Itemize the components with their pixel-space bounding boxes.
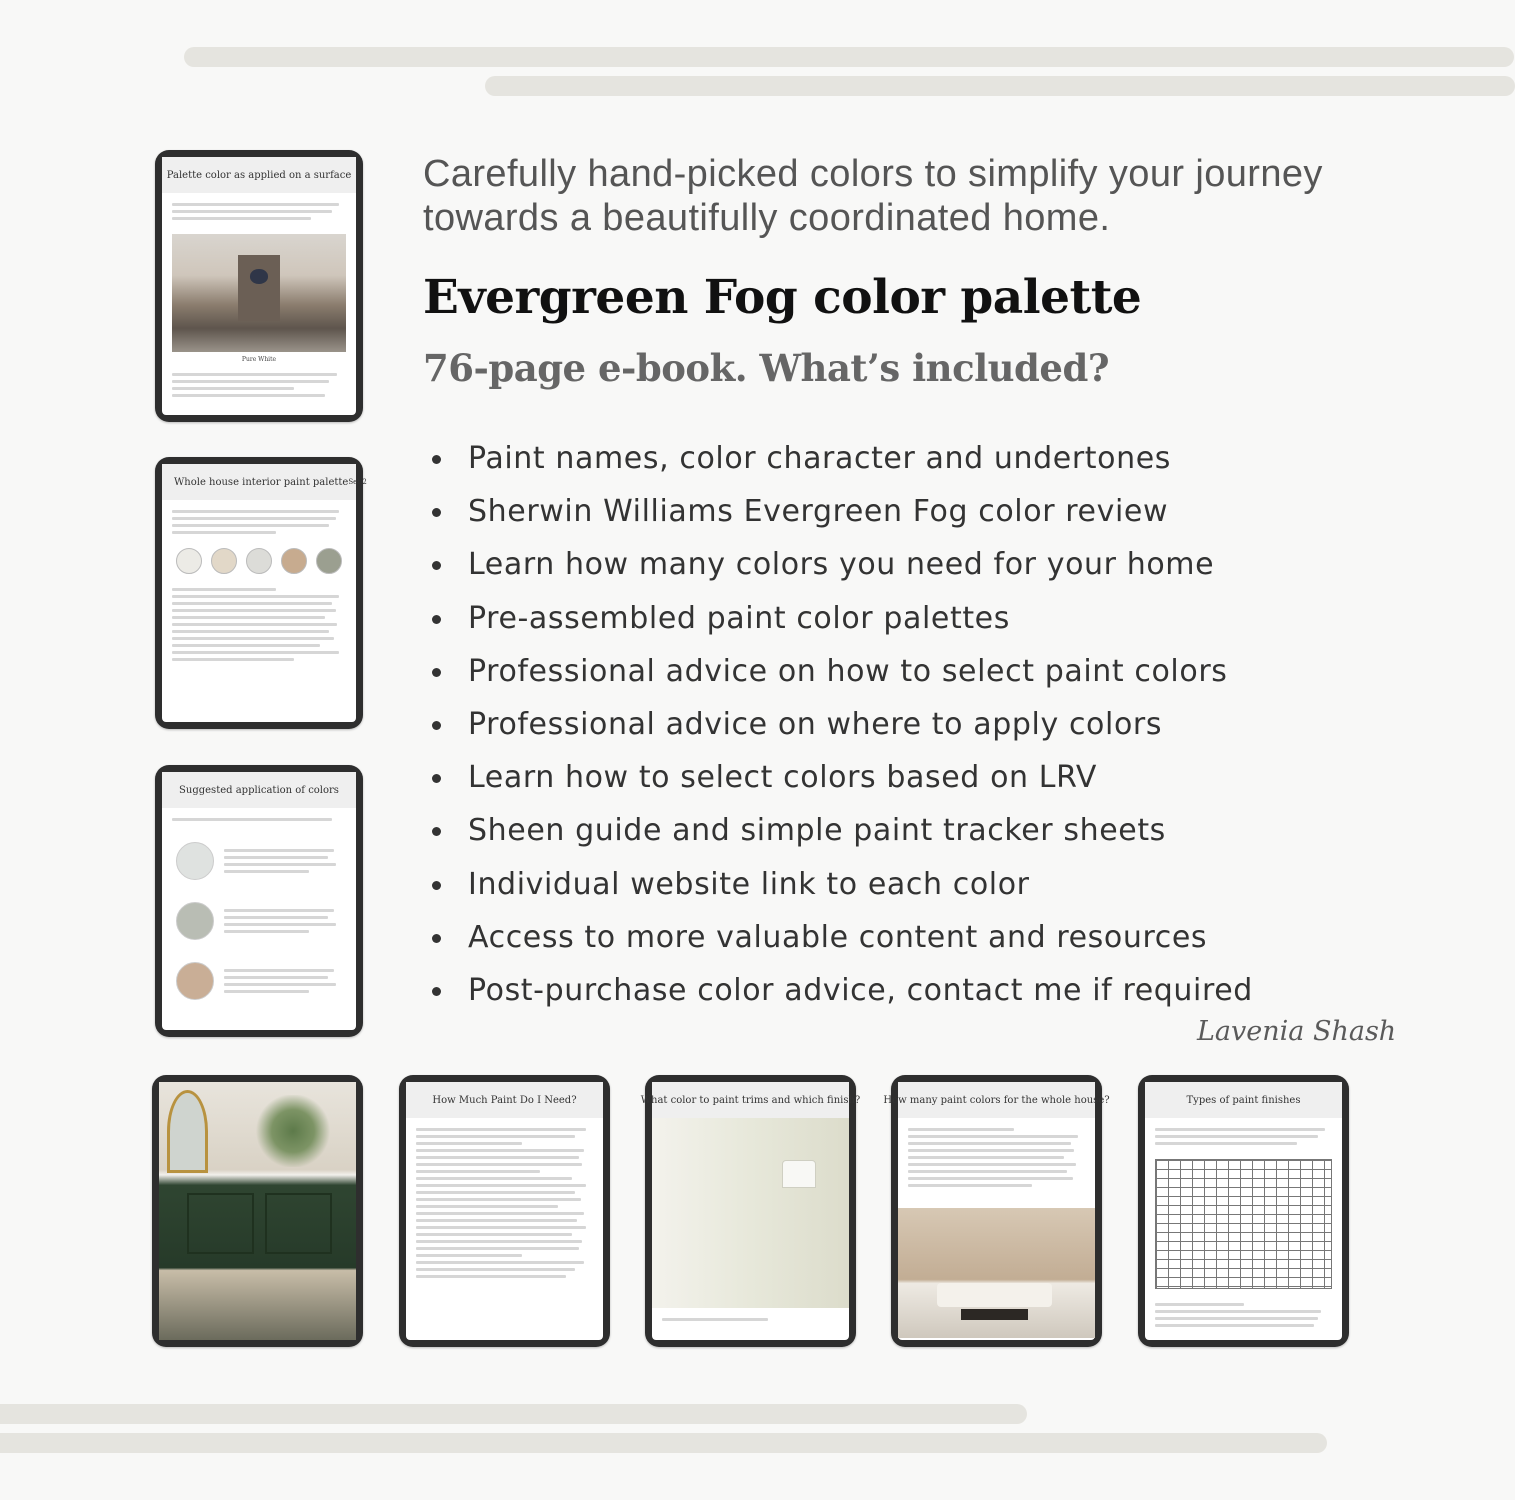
application-row bbox=[162, 891, 356, 951]
feature-item bbox=[430, 968, 1253, 1021]
text-lines bbox=[162, 500, 356, 544]
bullet-icon bbox=[432, 508, 441, 517]
feature-item bbox=[430, 436, 1253, 489]
application-row bbox=[162, 951, 356, 1011]
feature-text: Professional advice on how to select paint colors bbox=[468, 653, 1228, 689]
preview-caption: Pure White bbox=[241, 356, 277, 363]
preview-heading: Suggested application of colors bbox=[162, 772, 356, 808]
tablet-preview-vanity bbox=[152, 1075, 363, 1347]
bullet-icon bbox=[432, 774, 441, 783]
bullet-icon bbox=[432, 668, 441, 677]
feature-text: Professional advice on where to apply colors bbox=[468, 706, 1163, 742]
bullet-icon bbox=[432, 987, 441, 996]
feature-item bbox=[430, 808, 1253, 861]
signature: Lavenia Shash bbox=[1197, 1016, 1397, 1047]
bottom-bar-1 bbox=[0, 1404, 1027, 1424]
preview-heading: What color to paint trims and which finish? bbox=[652, 1082, 849, 1118]
feature-item bbox=[430, 702, 1253, 755]
bullet-icon bbox=[432, 827, 441, 836]
top-bar-2 bbox=[485, 76, 1515, 96]
preview-heading: Palette color as applied on a surface bbox=[162, 157, 356, 193]
tablet-screen bbox=[883, 1082, 1110, 1340]
feature-text: Learn how many colors you need for your home bbox=[468, 547, 1215, 583]
color-swatch bbox=[211, 548, 237, 574]
bullet-icon bbox=[432, 934, 441, 943]
swatch-row bbox=[162, 544, 356, 578]
tablet-screen bbox=[162, 772, 356, 1030]
page-subtitle: 76-page e-book. What’s included? bbox=[423, 346, 1110, 390]
feature-item bbox=[430, 596, 1253, 649]
tablet-preview-application bbox=[155, 765, 363, 1037]
bullet-icon bbox=[432, 721, 441, 730]
tablet-preview-whole-house bbox=[155, 457, 367, 729]
page-title: Evergreen Fog color palette bbox=[423, 270, 1142, 325]
feature-text: Learn how to select colors based on LRV bbox=[468, 760, 1098, 796]
living-room-photo bbox=[898, 1208, 1095, 1338]
finish-table bbox=[1155, 1159, 1332, 1289]
feature-item bbox=[430, 649, 1253, 702]
text-lines bbox=[162, 808, 356, 831]
feature-text: Sheen guide and simple paint tracker sheets bbox=[468, 813, 1166, 849]
bullet-icon bbox=[432, 455, 441, 464]
color-swatch bbox=[176, 842, 214, 880]
feature-text: Sherwin Williams Evergreen Fog color review bbox=[468, 494, 1169, 530]
tablet-screen bbox=[1145, 1082, 1342, 1340]
preview-heading: Types of paint finishes bbox=[1145, 1082, 1342, 1118]
bottom-bar-2 bbox=[0, 1433, 1327, 1453]
feature-item bbox=[430, 755, 1253, 808]
text-lines bbox=[162, 363, 356, 407]
feature-item bbox=[430, 542, 1253, 595]
preview-heading: How many paint colors for the whole house? bbox=[898, 1082, 1095, 1118]
intro-text: Carefully hand-picked colors to simplify your journey towards a beautifully coordinated home. bbox=[423, 153, 1323, 239]
tablet-preview-paint-need bbox=[399, 1075, 610, 1347]
color-swatch bbox=[176, 548, 202, 574]
tablet-screen bbox=[162, 157, 356, 415]
text-lines bbox=[162, 578, 356, 671]
tablet-screen bbox=[162, 464, 367, 722]
text-lines bbox=[406, 1118, 603, 1288]
feature-item bbox=[430, 862, 1253, 915]
feature-text: Pre-assembled paint color palettes bbox=[468, 600, 1010, 636]
preview-heading: Whole house interior paint palette bbox=[174, 476, 349, 488]
color-swatch bbox=[316, 548, 342, 574]
tablet-preview-finishes bbox=[1138, 1075, 1349, 1347]
preview-heading-row bbox=[162, 464, 367, 500]
tablet-screen bbox=[406, 1082, 603, 1340]
feature-text: Post-purchase color advice, contact me if required bbox=[468, 972, 1253, 1008]
color-swatch bbox=[246, 548, 272, 574]
top-bar-1 bbox=[184, 47, 1514, 67]
tablet-preview-surface bbox=[155, 150, 363, 422]
text-lines bbox=[162, 193, 356, 230]
text-lines bbox=[898, 1118, 1095, 1197]
feature-text: Individual website link to each color bbox=[468, 866, 1030, 902]
preview-set-label: Set 2 bbox=[348, 478, 367, 486]
color-swatch bbox=[176, 962, 214, 1000]
bedroom-photo bbox=[172, 234, 346, 352]
feature-item bbox=[430, 489, 1253, 542]
feature-text: Paint names, color character and undertones bbox=[468, 441, 1172, 476]
tablet-preview-trims bbox=[640, 1075, 861, 1347]
tablet-screen bbox=[159, 1082, 356, 1340]
bullet-icon bbox=[432, 561, 441, 570]
feature-list bbox=[430, 436, 1253, 1021]
preview-heading: How Much Paint Do I Need? bbox=[406, 1082, 603, 1118]
bullet-icon bbox=[432, 615, 441, 624]
color-swatch bbox=[281, 548, 307, 574]
trim-photo bbox=[652, 1118, 849, 1308]
feature-text: Access to more valuable content and resources bbox=[468, 919, 1208, 955]
tablet-screen bbox=[640, 1082, 861, 1340]
text-lines bbox=[1145, 1293, 1342, 1337]
text-lines bbox=[652, 1308, 849, 1331]
color-swatch bbox=[176, 902, 214, 940]
tablet-preview-how-many bbox=[883, 1075, 1110, 1347]
application-row bbox=[162, 831, 356, 891]
feature-item bbox=[430, 915, 1253, 968]
text-lines bbox=[1145, 1118, 1342, 1155]
vanity-photo bbox=[159, 1082, 356, 1340]
bullet-icon bbox=[432, 881, 441, 890]
